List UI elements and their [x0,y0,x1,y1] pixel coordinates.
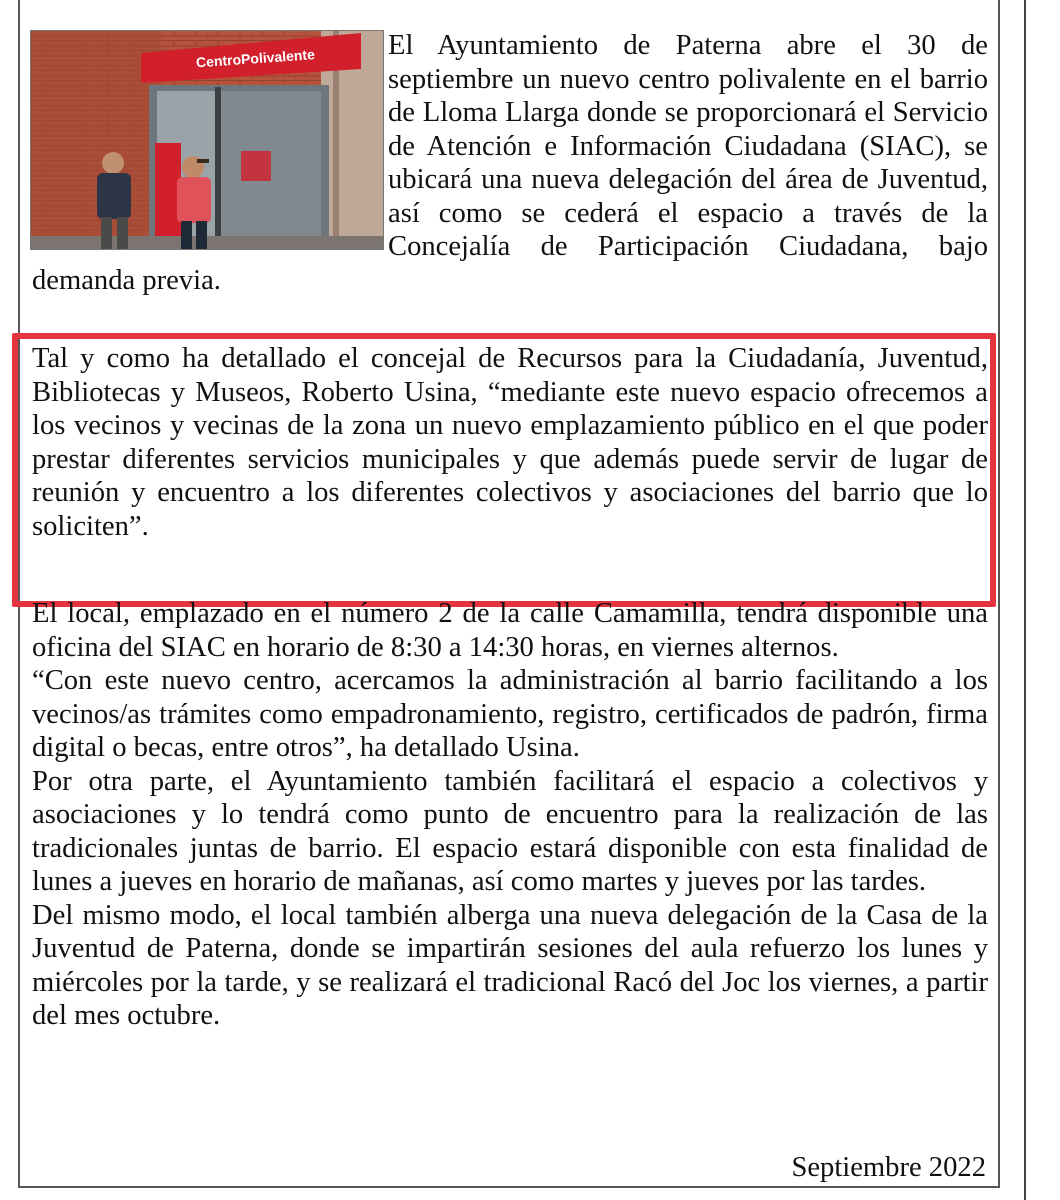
intro-paragraph-block [32,29,988,297]
article-date: Septiembre 2022 [791,1152,986,1183]
sign-text: CentroPolivalente [195,46,316,71]
quote-paragraph-block [32,342,988,543]
paragraph-youth-delegation: Del mismo modo, el local también alberga una nueva delegación de la Casa de la Juventud de Paterna, donde se impartirán sesiones del aula refuerzo los lunes y miércoles por la tarde, y se realizará el tradicional Racó del Joc los viernes, a partir del mes octubre. [32,899,988,1031]
body-paragraphs [32,597,988,1033]
quote-paragraph: Tal y como ha detallado el concejal de Recursos para la Ciudadanía, Juventud, Bibliotecas y Museos, Roberto Usina, “mediante este nuevo espacio ofrecemos a los vecinos y vecinas de la zona un nuevo emplazamiento público en el que poder prestar diferentes servicios municipales y que además puede servir de lugar de reunión y encuentro a los diferentes colectivos y asociaciones del barrio que lo soliciten”. [32,343,988,542]
paragraph-services-quote: “Con este nuevo centro, acercamos la administración al barrio facilitando a los vecinos/as trámites como empadronamiento, registro, certificados de padrón, firma digital o becas, entre otros”, ha detallado Usina. [32,665,988,763]
intro-paragraph: El Ayuntamiento de Paterna abre el 30 de septiembre un nuevo centro polivalente en el barrio de Lloma Llarga donde se proporcionará el Servicio de Atención e Información Ciudadana (SIAC), se ubicará una nueva delegación del área de Juventud, así como se cederá el espacio a través de la Concejalía de Participación Ciudadana, bajo demanda previa. [32,30,988,296]
page-edge-line [1024,0,1026,1200]
paragraph-location: El local, emplazado en el número 2 de la calle Camamilla, tendrá disponible una oficina del SIAC en horario de 8:30 a 14:30 horas, en viernes alternos. [32,598,988,663]
paragraph-associations: Por otra parte, el Ayuntamiento también facilitará el espacio a colectivos y asociaciones y lo tendrá como punto de encuentro para la realización de las tradicionales juntas de barrio. El espacio estará disponible con esta finalidad de lunes a jueves en horario de mañanas, así como martes y jueves por las tardes. [32,765,988,897]
